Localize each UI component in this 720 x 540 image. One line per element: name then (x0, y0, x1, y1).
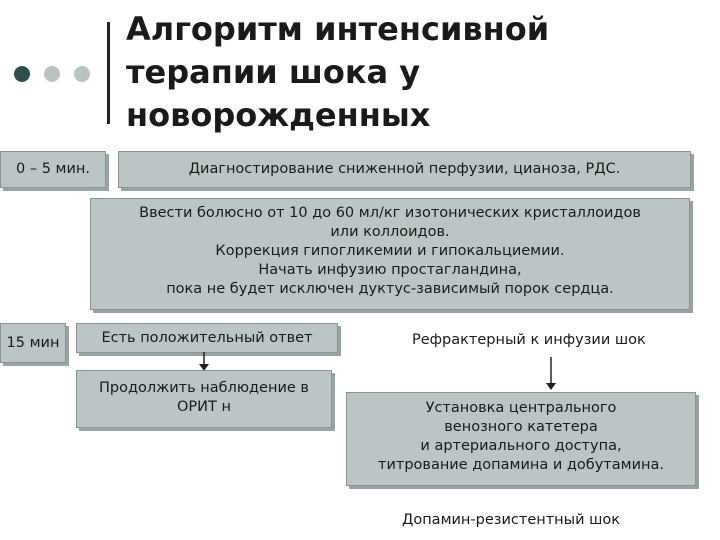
catheter-line-3: и артериального доступа, (420, 438, 622, 454)
treatment-line-2: или коллоидов. (330, 224, 450, 240)
decor-dot-light-1 (44, 66, 60, 82)
treatment-line-3: Коррекция гипогликемии и гипокальциемии. (215, 243, 565, 259)
time-label-15-text: 15 мин (6, 335, 60, 351)
catheter-line-2: венозного катетера (444, 419, 598, 435)
catheter-line-1: Установка центрального (425, 400, 617, 416)
positive-response-box (76, 323, 338, 353)
catheter-line-4: титрование допамина и добутамина. (378, 457, 664, 473)
slide-title (126, 8, 706, 137)
treatment-box (90, 198, 690, 310)
time-label-0-5-min (0, 151, 106, 188)
title-divider (107, 22, 110, 124)
diagnosis-box (118, 151, 691, 188)
title-line-1: Алгоритм интенсивной (126, 10, 550, 48)
continue-observation-box (76, 370, 332, 428)
arrow-refractory-to-catheter (544, 357, 558, 391)
diagnosis-text: Диагностирование сниженной перфузии, цианоза, РДС. (188, 161, 621, 177)
continue-line-1: Продолжить наблюдение в (99, 380, 309, 396)
title-line-2: терапии шока у (126, 53, 421, 91)
catheter-box (346, 392, 696, 486)
refractory-shock-label: Рефрактерный к инфузии шок (412, 332, 646, 348)
decor-dot-light-2 (74, 66, 90, 82)
decor-dot-dark (14, 66, 30, 82)
treatment-line-1: Ввести болюсно от 10 до 60 мл/кг изотонических кристаллоидов (139, 205, 641, 221)
time-label-15-min (0, 323, 66, 363)
title-line-3: новорожденных (126, 96, 431, 134)
treatment-line-5: пока не будет исключен дуктус-зависимый порок сердца. (166, 281, 614, 297)
continue-line-2: ОРИТ н (177, 399, 231, 415)
treatment-line-4: Начать инфузию простагландина, (258, 262, 522, 278)
dopamine-resistant-label: Допамин-резистентный шок (402, 512, 621, 528)
arrow-positive-to-continue (197, 352, 211, 372)
time-label-0-5-text: 0 – 5 мин. (16, 161, 90, 177)
positive-response-text: Есть положительный ответ (101, 330, 313, 346)
